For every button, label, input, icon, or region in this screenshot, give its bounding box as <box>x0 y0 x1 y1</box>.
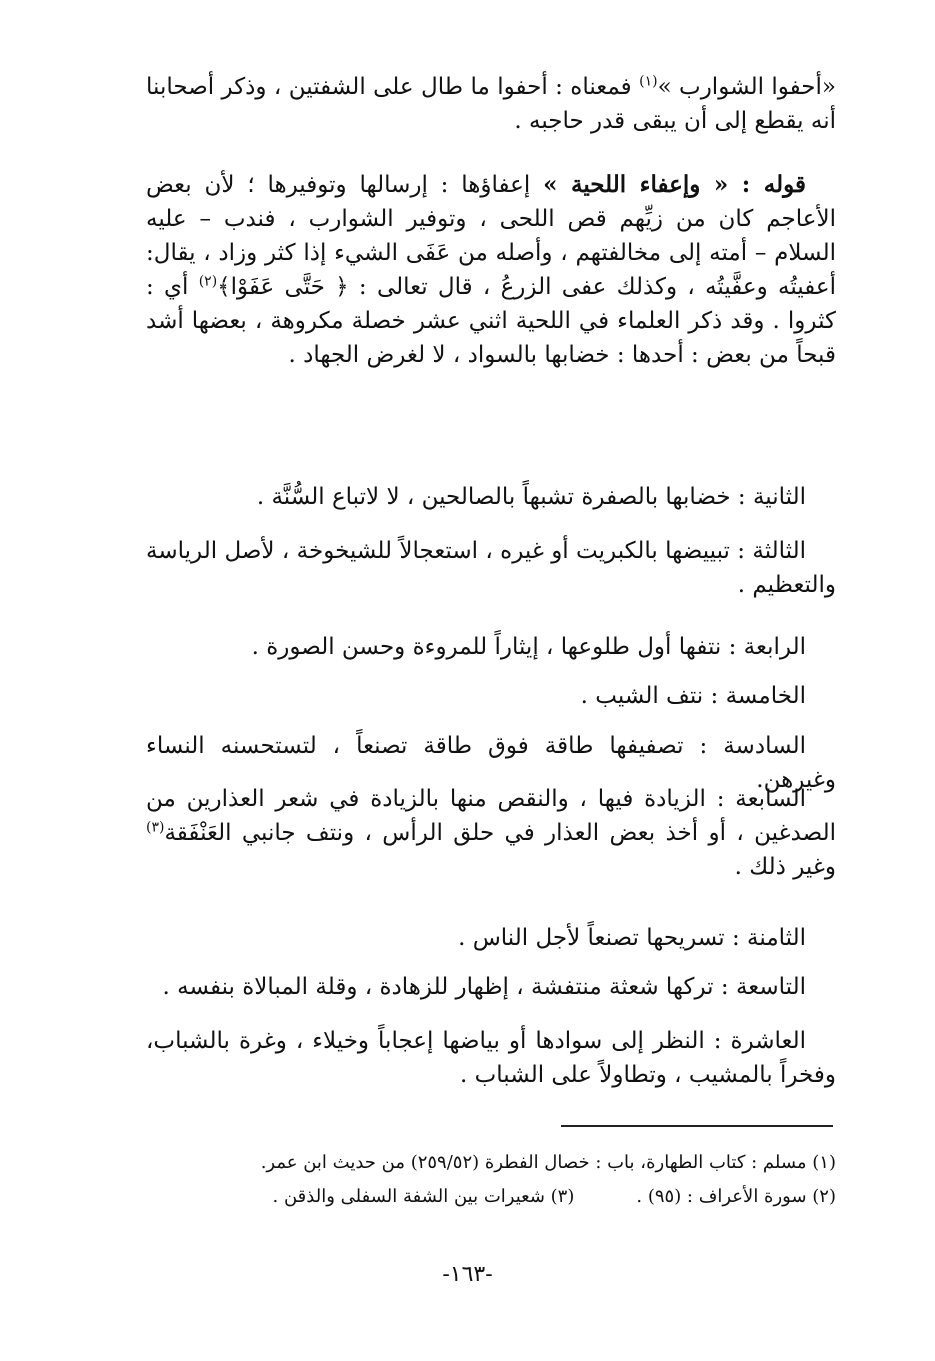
paragraph-2 <box>146 168 836 372</box>
footnote-1: (١) مسلم : كتاب الطهارة، باب : خصال الفطرة (٢٥٩/٥٢) من حديث ابن عمر. <box>260 1152 836 1173</box>
paragraph-11 <box>146 1024 836 1092</box>
paragraph-5-text: الرابعة : نتفها أول طلوعها ، إيثاراً للمروءة وحسن الصورة . <box>251 634 806 660</box>
footnote-3: (٣) شعيرات بين الشفة السفلى والذقن . <box>272 1186 575 1207</box>
footnote-divider <box>561 1125 833 1127</box>
paragraph-4 <box>146 534 836 602</box>
paragraph-3-text: الثانية : خضابها بالصفرة تشبهاً بالصالحين ، لا لاتباع السُّنَّة . <box>256 484 806 510</box>
paragraph-2-text-a: إعفاؤها : إرسالها وتوفيرها ؛ لأن بعض الأعاجم كان من زيِّهم قص اللحى ، وتوفير الشوارب ، فندب – عليه السلام – أمته إلى مخالفتهم ، وأصله من عَفَى الشيء إذا كثر وزاد ، يقال: أعفيتُه وعفَّيتُه ، وكذلك عفى الزرعُ ، قال تعالى : ﴿ حَتَّى عَفَوْا﴾ <box>146 172 836 300</box>
paragraph-3 <box>146 480 836 514</box>
footnotes <box>146 1146 836 1214</box>
paragraph-11-text: العاشرة : النظر إلى سوادها أو بياضها إعجاباً وخيلاء ، وغرة بالشباب، وفخراً بالمشيب ، وتطاولاً على الشباب . <box>146 1028 836 1088</box>
paragraph-8 <box>146 782 836 884</box>
footnote-2: (٢) سورة الأعراف : (٩٥) . <box>636 1186 836 1207</box>
paragraph-10 <box>146 970 836 1004</box>
paragraph-2-lead: قوله : « وإعفاء اللحية » <box>543 171 806 198</box>
paragraph-6-text: الخامسة : نتف الشيب . <box>580 683 806 709</box>
footnote-ref-2: (٢) <box>198 273 218 290</box>
paragraph-1-text: «أحفوا الشوارب » <box>657 74 836 100</box>
paragraph-2-text-b: أي : كثروا . وقد ذكر العلماء في اللحية اثني عشر خصلة مكروهة ، بعضها أشد قبحاً من بعض : أحدها : خضابها بالسواد ، لا لغرض الجهاد . <box>146 274 836 368</box>
paragraph-10-text: التاسعة : تركها شعثة منتفشة ، إظهار للزهادة ، وقلة المبالاة بنفسه . <box>162 974 806 1000</box>
paragraph-4-text: الثالثة : تبييضها بالكبريت أو غيره ، استعجالاً للشيخوخة ، لأصل الرياسة والتعظيم . <box>146 538 836 598</box>
paragraph-6 <box>146 679 836 713</box>
footnote-row-2 <box>146 1180 836 1214</box>
paragraph-9 <box>146 921 836 955</box>
footnote-ref-1: (١) <box>639 73 658 90</box>
paragraph-1 <box>146 70 836 138</box>
paragraph-8-text-b: وغير ذلك . <box>734 854 836 880</box>
footnote-ref-3: (٣) <box>146 819 165 836</box>
page-number: -١٦٣- <box>442 1262 493 1287</box>
paragraph-8-text-a: السابعة : الزيادة فيها ، والنقص منها بالزيادة في شعر العذارين من الصدغين ، أو أخذ بعض العذار في حلق الرأس ، ونتف جانبي العَنْفَقة <box>146 786 836 846</box>
paragraph-1-text-rest: فمعناه : أحفوا ما طال على الشفتين ، وذكر أصحابنا أنه يقطع إلى أن يبقى قدر حاجبه . <box>146 74 836 134</box>
paragraph-7-text: السادسة : تصفيفها طاقة فوق طاقة تصنعاً ، لتستحسنه النساء وغيرهن. <box>146 733 836 793</box>
paragraph-5 <box>146 630 836 664</box>
paragraph-9-text: الثامنة : تسريحها تصنعاً لأجل الناس . <box>458 925 806 951</box>
